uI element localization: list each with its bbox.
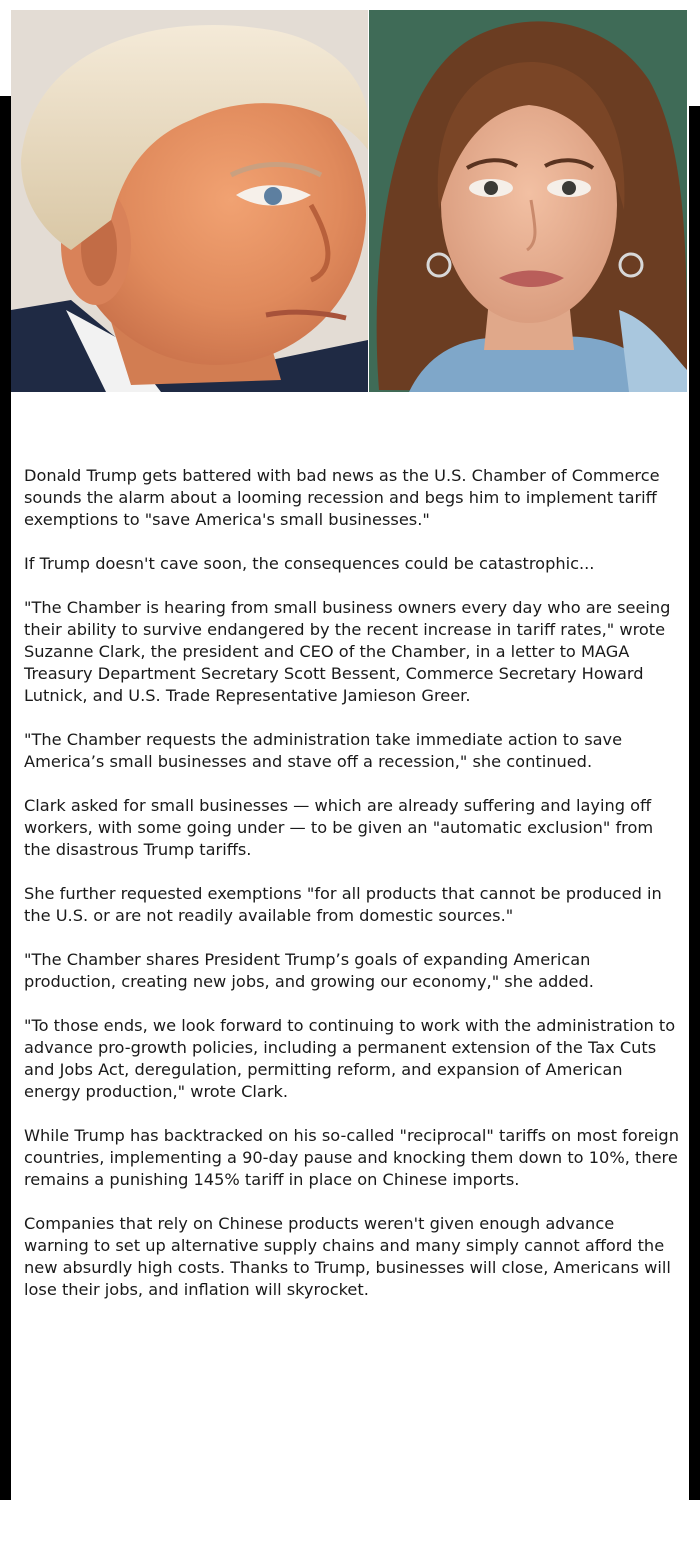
article-paragraph: If Trump doesn't cave soon, the consequences could be catastrophic... xyxy=(24,554,595,573)
right-border xyxy=(689,106,700,1500)
article-paragraph: "The Chamber requests the administration take immediate action to save America’s small businesses and stave off a recession," she continued. xyxy=(24,730,623,771)
article-paragraph: "To those ends, we look forward to continuing to work with the administration to advance pro-growth policies, including a permanent extension of the Tax Cuts and Jobs Act, deregulation, permitting reform, and expansion of American energy production," wrote Clark. xyxy=(24,1016,676,1101)
article-paragraph: Clark asked for small businesses — which are already suffering and laying off workers, with some going under — to be given an "automatic exclusion" from the disastrous Trump tariffs. xyxy=(24,796,654,859)
left-border xyxy=(0,96,11,1500)
article-paragraph: "The Chamber is hearing from small business owners every day who are seeing their ability to survive endangered by the recent increase in tariff rates," wrote Suzanne Clark, the president and CEO of the Chamber, in a letter to MAGA Treasury Department Secretary Scott Bessent, Commerce Secretary Howard Lutnick, and U.S. Trade Representative Jamieson Greer. xyxy=(24,598,671,705)
article-paragraph: "The Chamber shares President Trump’s goals of expanding American production, creating new jobs, and growing our economy," she added. xyxy=(24,950,594,991)
portrait-left-image xyxy=(11,10,368,392)
article-paragraph: Donald Trump gets battered with bad news as the U.S. Chamber of Commerce sounds the alarm about a looming recession and begs him to implement tariff exemptions to "save America's small businesses." xyxy=(24,466,660,529)
photo-right xyxy=(369,10,687,392)
article-paragraph: She further requested exemptions "for all products that cannot be produced in the U.S. or are not readily available from domestic sources." xyxy=(24,884,662,925)
article-paragraph: While Trump has backtracked on his so-called "reciprocal" tariffs on most foreign countries, implementing a 90-day pause and knocking them down to 10%, there remains a punishing 145% tariff in place on Chinese imports. xyxy=(24,1126,679,1189)
article-paragraph: Companies that rely on Chinese products weren't given enough advance warning to set up alternative supply chains and many simply cannot afford the new absurdly high costs. Thanks to Trump, businesses will close, Americans will lose their jobs, and inflation will skyrocket. xyxy=(24,1214,671,1299)
photo-left xyxy=(11,10,368,392)
top-border xyxy=(0,0,700,8)
article-body xyxy=(24,465,680,1323)
portrait-right-image xyxy=(369,10,687,392)
